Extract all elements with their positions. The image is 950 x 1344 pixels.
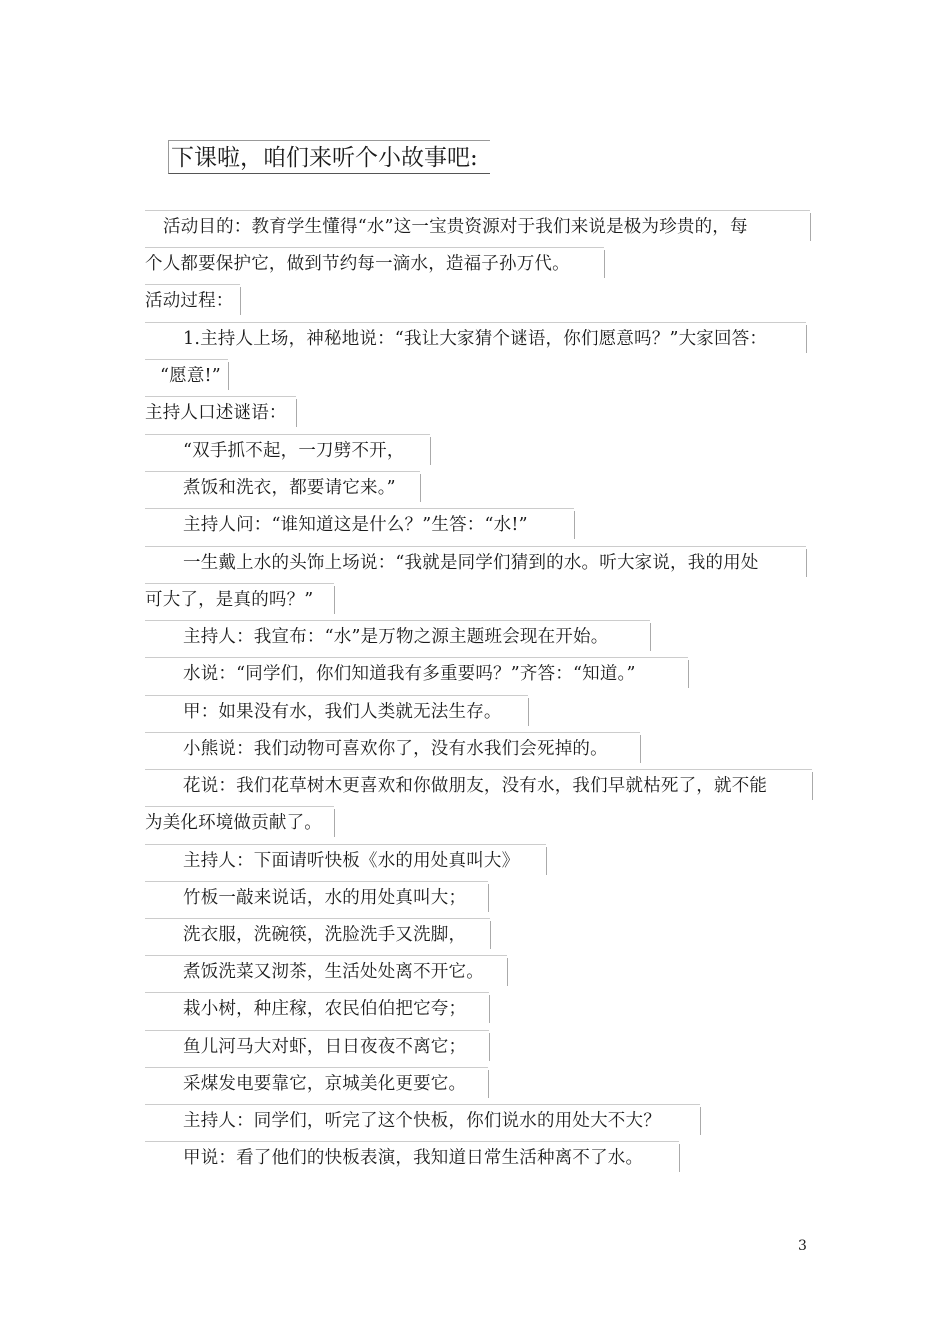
text-boundary-mark	[679, 1144, 680, 1172]
text-line: 甲说：看了他们的快板表演，我知道日常生活种离不了水。	[183, 1148, 644, 1168]
text-line-rule	[145, 210, 810, 211]
text-line: 1.主持人上场，神秘地说：“我让大家猜个谜语，你们愿意吗？”大家回答：	[183, 329, 768, 349]
text-line-rule	[145, 1067, 488, 1068]
text-line-rule	[145, 732, 640, 733]
text-line-rule	[145, 546, 806, 547]
text-line-rule	[145, 1141, 679, 1142]
text-boundary-mark	[334, 586, 335, 614]
text-line: 竹板一敲来说话，水的用处真叫大；	[183, 888, 467, 908]
text-boundary-mark	[488, 1070, 489, 1098]
text-line: 主持人：同学们，听完了这个快板，你们说水的用处大不大？	[183, 1111, 661, 1131]
text-boundary-mark	[528, 698, 529, 726]
text-line: 小熊说：我们动物可喜欢你了，没有水我们会死掉的。	[183, 739, 608, 759]
text-boundary-mark	[240, 287, 241, 315]
text-line-rule	[145, 434, 430, 435]
text-line-rule	[145, 620, 650, 621]
text-line: 花说：我们花草树木更喜欢和你做朋友，没有水，我们早就枯死了，就不能	[183, 776, 768, 796]
text-line-rule	[145, 471, 420, 472]
text-boundary-mark	[650, 623, 651, 651]
text-line: “双手抓不起，一刀劈不开，	[183, 441, 405, 461]
text-line: 洗衣服，洗碗筷，洗脸洗手又洗脚，	[183, 925, 467, 945]
text-line: “愿意!”	[160, 366, 221, 386]
text-boundary-mark	[490, 921, 491, 949]
text-line: 活动过程：	[145, 291, 234, 311]
text-boundary-mark	[640, 735, 641, 763]
text-line: 栽小树，种庄稼，农民伯伯把它夸；	[183, 999, 467, 1019]
text-line-rule	[145, 396, 296, 397]
text-line-rule	[145, 508, 574, 509]
text-line: 甲：如果没有水，我们人类就无法生存。	[183, 702, 502, 722]
text-line-rule	[145, 806, 334, 807]
text-boundary-mark	[574, 511, 575, 539]
text-line: 活动目的：教育学生懂得“水”这一宝贵资源对于我们来说是极为珍贵的，每	[163, 217, 748, 237]
text-line-rule	[145, 955, 507, 956]
text-line-rule	[145, 769, 812, 770]
text-line: 主持人：下面请听快板《水的用处真叫大》	[183, 851, 520, 871]
text-line-rule	[145, 1030, 489, 1031]
text-line-rule	[145, 322, 806, 323]
text-line: 主持人口述谜语：	[145, 403, 287, 423]
text-line-rule	[145, 657, 688, 658]
text-line-rule	[145, 1104, 700, 1105]
text-line: 主持人问：“谁知道这是什么？”生答：“水!”	[183, 515, 528, 535]
text-line-rule	[145, 583, 334, 584]
text-boundary-mark	[812, 772, 813, 800]
text-line: 水说：“同学们，你们知道我有多重要吗？”齐答：“知道。”	[183, 664, 636, 684]
text-boundary-mark	[489, 1033, 490, 1061]
text-boundary-mark	[489, 995, 490, 1023]
text-line: 鱼儿河马大对虾，日日夜夜不离它；	[183, 1037, 467, 1057]
section-heading: 下课啦，咱们来听个小故事吧:	[168, 140, 490, 174]
text-line-rule	[145, 992, 489, 993]
text-line-rule	[145, 284, 240, 285]
text-line: 主持人：我宣布：“水”是万物之源主题班会现在开始。	[183, 627, 609, 647]
text-boundary-mark	[806, 325, 807, 353]
text-line-rule	[145, 359, 228, 360]
text-boundary-mark	[334, 809, 335, 837]
text-boundary-mark	[688, 660, 689, 688]
text-line: 个人都要保护它，做到节约每一滴水，造福子孙万代。	[145, 254, 570, 274]
text-boundary-mark	[507, 958, 508, 986]
text-boundary-mark	[604, 250, 605, 278]
text-line: 可大了，是真的吗？”	[145, 590, 314, 610]
text-line: 煮饭洗菜又沏茶，生活处处离不开它。	[183, 962, 484, 982]
page-number: 3	[798, 1238, 807, 1254]
text-line-rule	[145, 695, 528, 696]
text-boundary-mark	[546, 847, 547, 875]
text-boundary-mark	[296, 399, 297, 427]
text-boundary-mark	[700, 1107, 701, 1135]
text-line-rule	[145, 881, 488, 882]
text-line-rule	[145, 844, 546, 845]
text-boundary-mark	[810, 213, 811, 241]
text-boundary-mark	[228, 362, 229, 390]
text-boundary-mark	[420, 474, 421, 502]
text-line-rule	[145, 247, 604, 248]
text-line: 煮饭和洗衣，都要请它来。”	[183, 478, 396, 498]
text-line-rule	[145, 918, 490, 919]
text-boundary-mark	[430, 437, 431, 465]
text-boundary-mark	[488, 884, 489, 912]
text-boundary-mark	[806, 549, 807, 577]
text-line: 采煤发电要靠它，京城美化更要它。	[183, 1074, 467, 1094]
text-line: 为美化环境做贡献了。	[145, 813, 322, 833]
text-line: 一生戴上水的头饰上场说：“我就是同学们猜到的水。听大家说，我的用处	[183, 553, 759, 573]
